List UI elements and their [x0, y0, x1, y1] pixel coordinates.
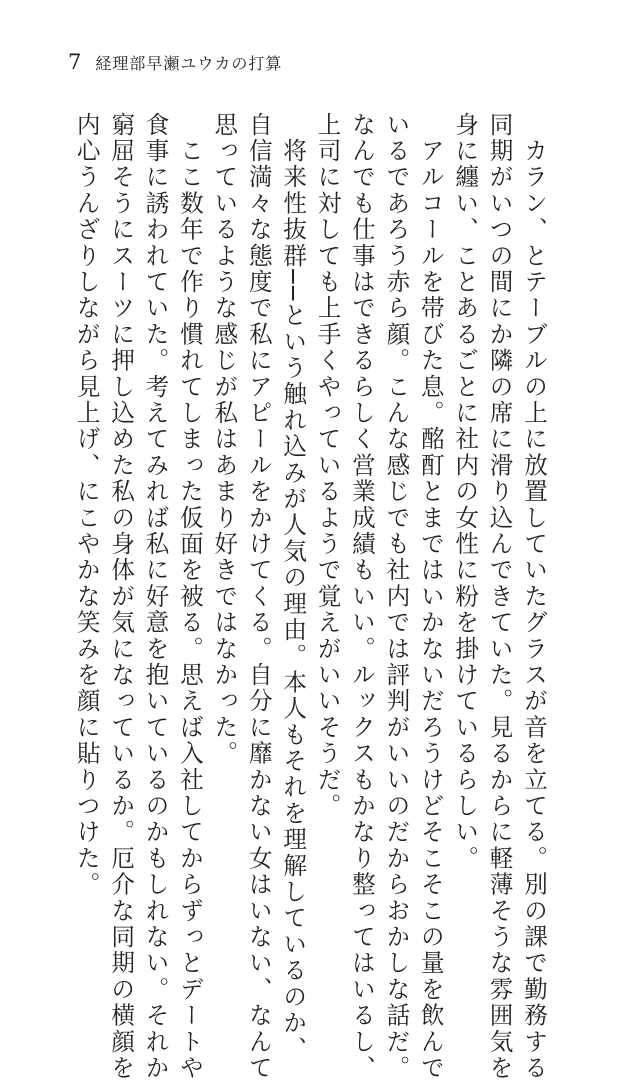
text-line: 内心うんざりしながら見上げ、にこやかな笑みを顔に貼りつけた。 — [72, 112, 101, 898]
text-line: 将来性抜群──という触れ込みが人気の理由。本人もそれを理解しているのか、 — [279, 112, 308, 1063]
text-line: 思っているような感じが私はあまり好きではなかった。 — [210, 112, 239, 767]
page-number: 7 — [68, 50, 82, 74]
text-line: いるであろう赤ら顔。こんな感じでも社内では評判がいいのだからおかしな話だ。 — [382, 112, 411, 1081]
text-line: 食事に誘われていた。考えてみれば私に好意を抱いているのかもしれない。それか — [141, 112, 170, 1081]
text-line: 上司に対しても上手くやっているようで覚えがいいそうだ。 — [313, 112, 342, 820]
text-line: 同期がいつの間にか隣の席に滑り込んできていた。見るからに軽薄そうな雰囲気を — [485, 112, 514, 1081]
text-line: カラン、とテーブルの上に放置していたグラスが音を立てる。別の課で勤務する — [520, 112, 548, 1081]
text-line: 自信満々な態度で私にアピールをかけてくる。自分に靡かない女はいない、なんて — [244, 112, 273, 1081]
text-line: ここ数年で作り慣れてしまった仮面を被る。思えば入社してからずっとデートや — [175, 112, 204, 1081]
page-header — [68, 50, 282, 78]
text-line: 窮屈そうにスーツに押し込めた私の身体が気になっているか。厄介な同期の横顔を — [107, 112, 136, 1081]
vertical-body-text — [69, 112, 551, 1081]
running-title: 経理部早瀬ユウカの打算 — [95, 54, 283, 73]
text-line: 身に纏い、ことあるごとに社内の女性に粉を掛けているらしい。 — [451, 112, 480, 872]
text-line: アルコールを帯びた息。酩酊とまではいかないだろうけどそこそこの量を飲んで — [416, 112, 445, 1081]
text-line: なんでも仕事はできるらしく営業成績もいい。ルックスもかなり整ってはいるし、 — [347, 112, 376, 1081]
